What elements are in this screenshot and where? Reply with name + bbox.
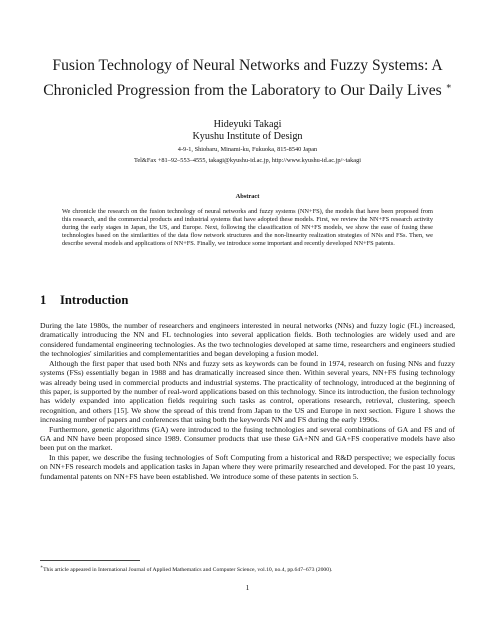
body-paragraph: During the late 1980s, the number of researchers and engineers interested in neural networks (NNs) and fuzzy logic (FL) increased, dramatically introducing the NN and FL technologies into several application fields. Both technologies are widely used and are considered fundamental engineering technologies. As the two technologies developed at same time, researchers and engineers studied the technologies' similarities and complementarities and began developing a fusion model. [40, 321, 455, 359]
section-title: Introduction [60, 293, 129, 307]
title-footnote-mark: ∗ [445, 81, 452, 91]
body-paragraph: In this paper, we describe the fusing technologies of Soft Computing from a historical and R&D perspective; we especially focus on NN+FS research models and application tasks in Japan where they were primarily researched and developed. For the past 10 years, fundamental patents on NN+FS have been established. We introduce some of these patents in section 5. [40, 452, 455, 481]
body-paragraph: Furthermore, genetic algorithms (GA) were introduced to the fusing technologies and several combinations of GA and FS and of GA and NN have been proposed since 1989. Consumer products that use these GA+NN and GA+FS cooperative models have also been put on the market. [40, 424, 455, 453]
section-body [40, 321, 455, 481]
author-name: Hideyuki Takagi [213, 119, 282, 130]
footnote-rule [40, 560, 140, 561]
footnote [40, 563, 455, 574]
title-text: Fusion Technology of Neural Networks and Fuzzy Systems: A Chronicled Progression from the Laboratory to Our Daily Lives [43, 57, 443, 100]
abstract-heading: Abstract [235, 193, 260, 200]
footnote-mark: ∗ [40, 564, 44, 569]
author-contact: Tel&Fax +81–92–553–4555, takagi@kyushu-id.ac.jp, http://www.kyushu-id.ac.jp/~takagi [133, 157, 362, 164]
footnote-text: This article appeared in International Journal of Applied Mathematics and Computer Science, vol.10, no.4, pp.647–673 (2000). [43, 566, 333, 573]
section-number: 1 [40, 293, 47, 307]
paper-title [40, 56, 455, 101]
page-number: 1 [245, 583, 250, 592]
author-address: 4-9-1, Shiobaru, Minami-ku, Fukuoka, 815-8540 Japan [177, 146, 318, 153]
body-paragraph: Although the first paper that used both NNs and fuzzy sets as keywords can be found in 1974, research on fusing NNs and fuzzy systems (FSs) essentially began in 1988 and has dramatically increased since then. Within several years, NN+FS fusing technology was already being used in commercial products and industrial systems. The practicality of technology, introduced at the beginning of this paper, is supported by the number of real-word applications based on this technology. Since its introduction, the fusion technology has widely expanded into application fields requiring such tasks as control, operations research, retrieval, clustering, speech recognition, and others [15]. We show the spread of this trend from Japan to the US and Europe in next section. Figure 1 shows the increasing number of papers and conferences that using both the keywords NN and FS during the early 1990s. [40, 358, 455, 425]
abstract-body: We chronicle the research on the fusion technology of neural networks and fuzzy systems (NN+FS), the models that have been proposed from this research, and the commercial products and industrial systems that have adopted these models. First, we review the NN+FS research activity during the early stages in Japan, the US, and Europe. Next, following the classification of NN+FS models, we show the ease of fusing these technologies based on the similarities of the data flow network structures and the non-linearity realization strategies of NNs and FSs. Then, we describe several models and applications of NN+FS. Finally, we introduce some important and recently developed NN+FS patents. [62, 208, 433, 248]
author-institution: Kyushu Institute of Design [192, 131, 303, 142]
section-heading [40, 293, 128, 308]
